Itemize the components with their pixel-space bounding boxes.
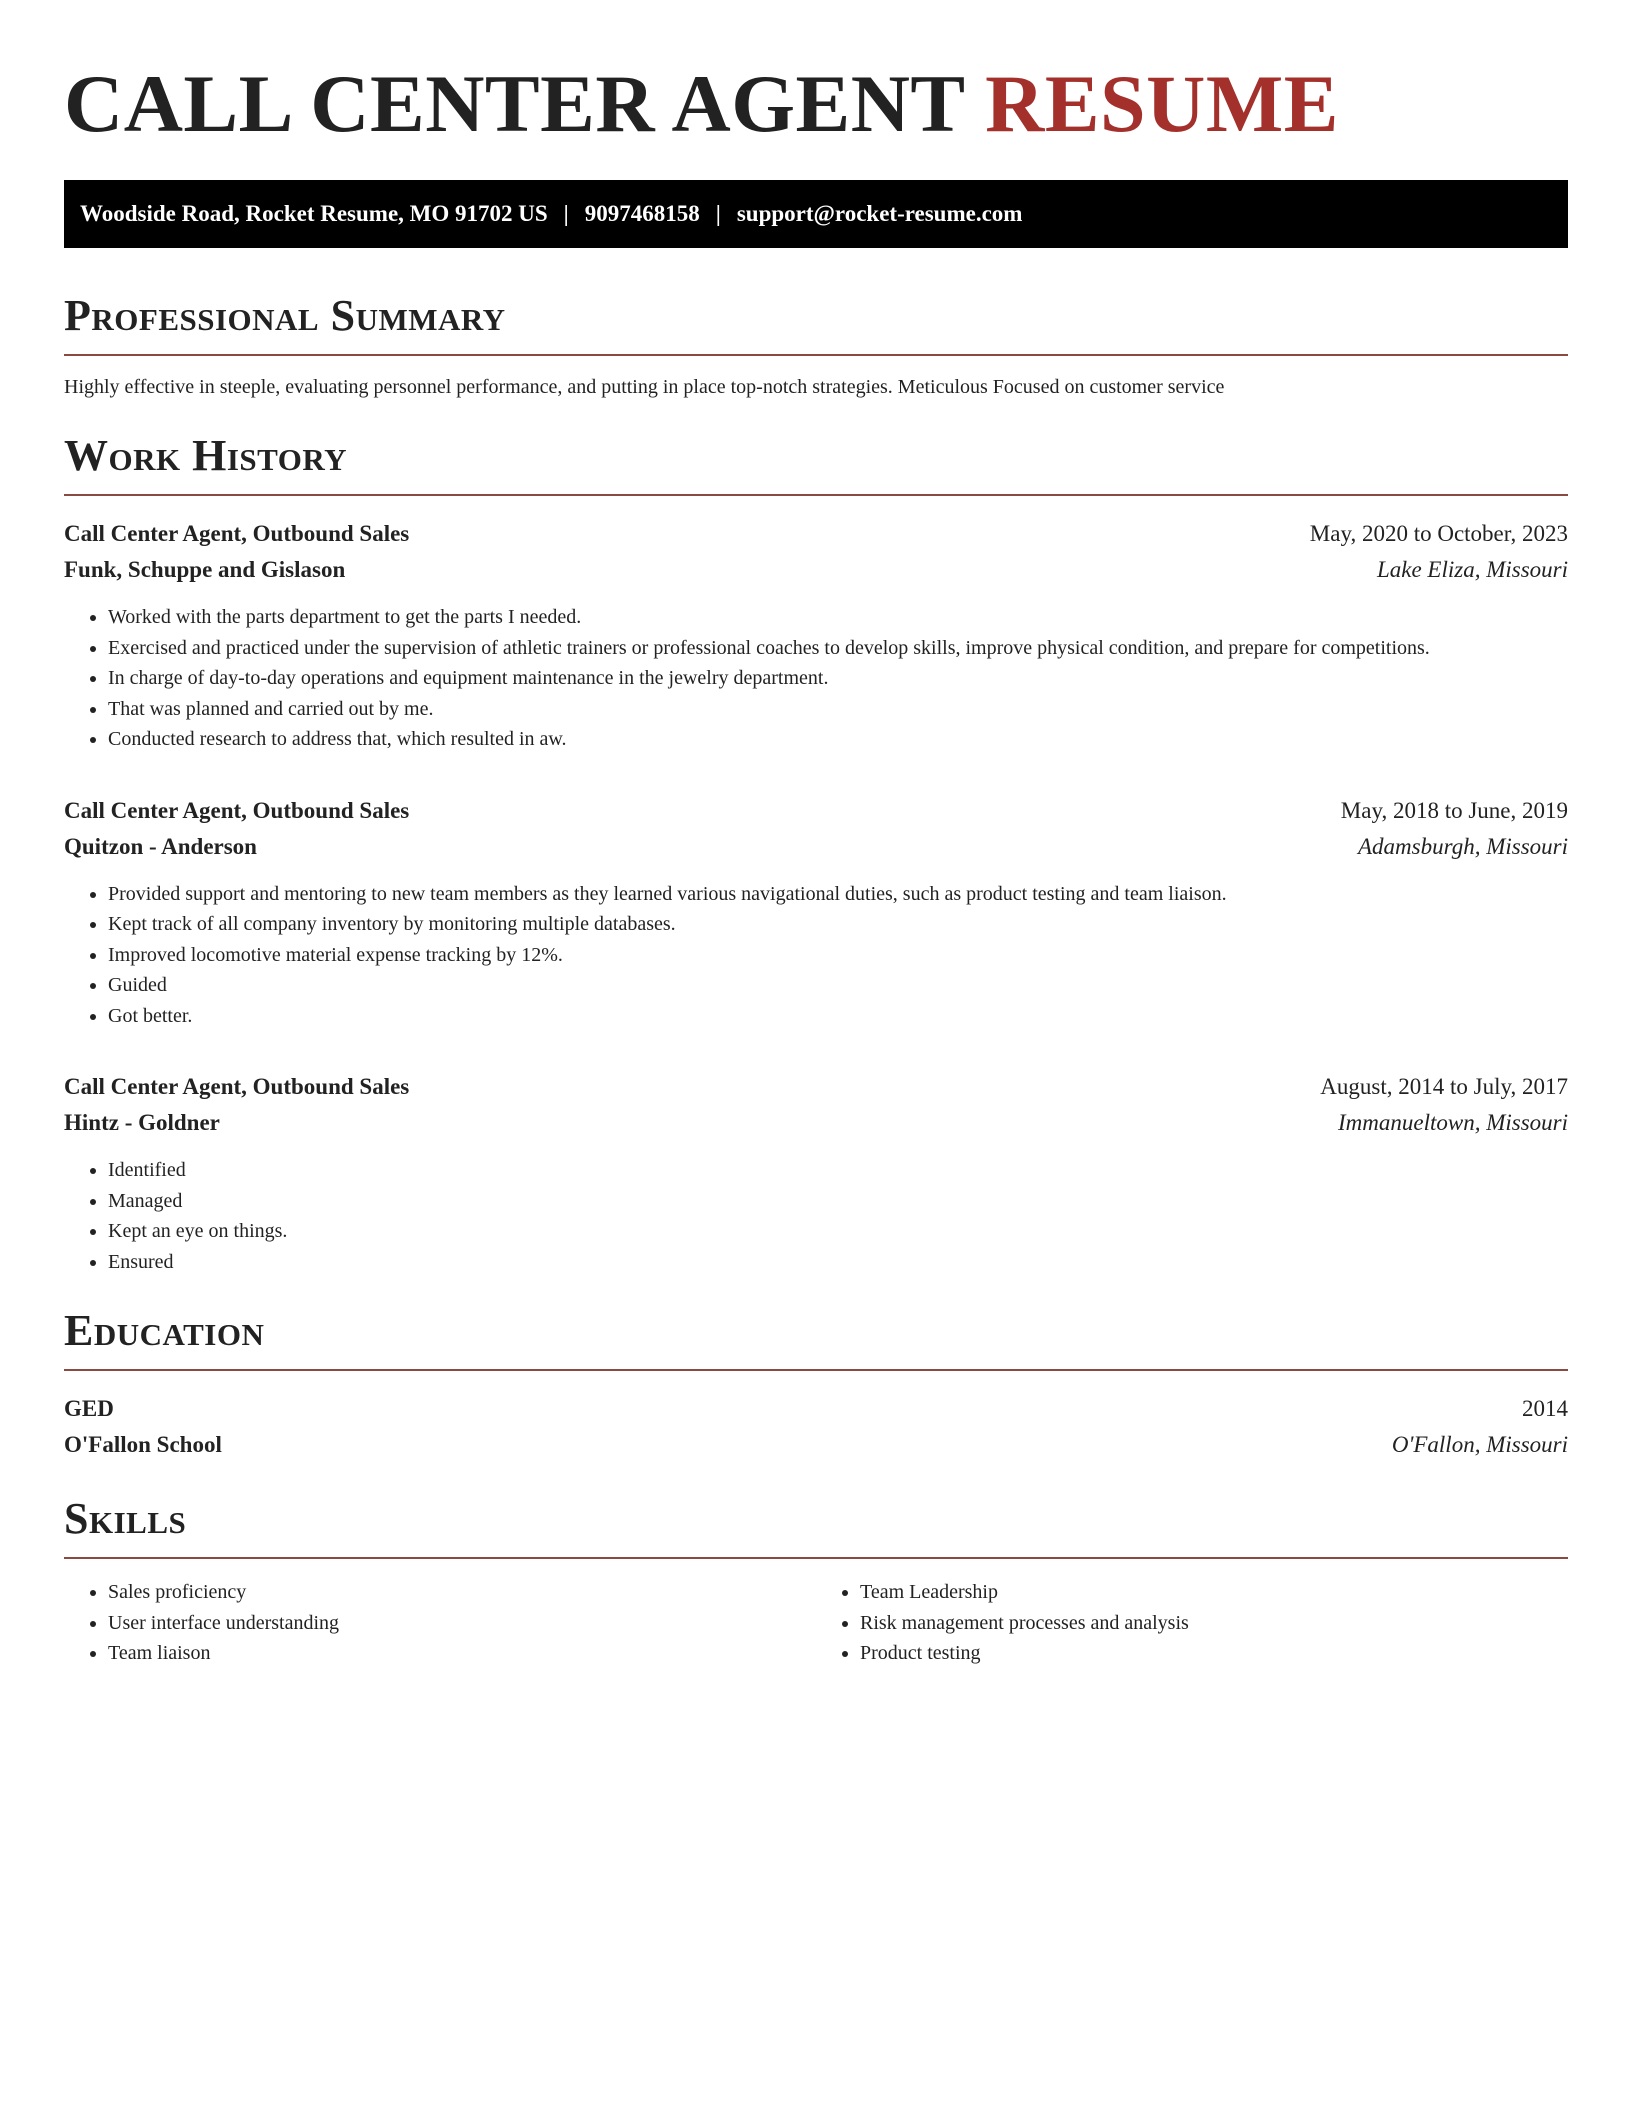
resume-title (64, 0, 1568, 150)
list-item: • Got better. (108, 1001, 1568, 1032)
list-item: • Improved locomotive material expense tracking by 12%. (108, 940, 1568, 971)
job-bullets (64, 1155, 1568, 1277)
list-item: • Provided support and mentoring to new team members as they learned various navigational duties, such as product testing and team liaison. (108, 879, 1568, 910)
job-bullets (64, 602, 1568, 755)
list-item: • Team liaison (108, 1638, 816, 1669)
job-location: Immanueltown, Missouri (1338, 1110, 1568, 1135)
list-item: • Kept an eye on things. (108, 1216, 1568, 1247)
job-company: Quitzon - Anderson (64, 833, 257, 859)
section-heading: Skills (64, 1493, 1568, 1559)
contact-phone: 9097468158 (584, 201, 700, 226)
education-school: O'Fallon School (64, 1432, 222, 1457)
job-location: Adamsburgh, Missouri (1358, 833, 1568, 859)
list-item: • Sales proficiency (108, 1577, 816, 1608)
education-location: O'Fallon, Missouri (1391, 1432, 1568, 1457)
list-item: • Exercised and practiced under the supervision of athletic trainers or professional coaches to develop skills, improve physical condition, and prepare for competitions. (108, 633, 1568, 664)
job-company: Funk, Schuppe and Gislason (64, 557, 346, 582)
list-item: • Product testing (860, 1638, 1568, 1669)
skills-section (64, 1493, 1568, 1669)
skills-list-right (816, 1577, 1568, 1669)
job-title: Call Center Agent, Outbound Sales (64, 1074, 410, 1099)
list-item: • Guided (108, 970, 1568, 1001)
list-item: • Conducted research to address that, which resulted in aw. (108, 724, 1568, 755)
job-location: Lake Eliza, Missouri (1376, 557, 1568, 582)
job-company: Hintz - Goldner (64, 1110, 220, 1135)
job-dates: May, 2018 to June, 2019 (1340, 797, 1568, 823)
job-entry (64, 516, 1568, 755)
job-entry (64, 793, 1568, 1032)
list-item: • Managed (108, 1186, 1568, 1217)
summary-text: Highly effective in steeple, evaluating personnel performance, and putting in place top-notch strategies. Meticulous Focused on customer service (64, 376, 1225, 398)
section-heading: Education (64, 1305, 1568, 1371)
contact-separator: | (715, 201, 721, 226)
contact-address: Woodside Road, Rocket Resume, MO 91702 US (80, 201, 548, 226)
skills-list-left (64, 1577, 816, 1669)
list-item: • In charge of day-to-day operations and equipment maintenance in the jewelry department. (108, 663, 1568, 694)
title-main: CALL CENTER AGENT (64, 58, 965, 149)
skills-columns (64, 1577, 1568, 1669)
job-dates: May, 2020 to October, 2023 (1309, 521, 1568, 546)
professional-summary-section (64, 290, 1568, 402)
section-heading: Work History (64, 430, 1568, 496)
list-item: • Identified (108, 1155, 1568, 1186)
education-year: 2014 (1522, 1396, 1568, 1421)
list-item: • Worked with the parts department to get the parts I needed. (108, 602, 1568, 633)
job-dates: August, 2014 to July, 2017 (1320, 1074, 1568, 1099)
list-item: • Kept track of all company inventory by monitoring multiple databases. (108, 909, 1568, 940)
education-degree: GED (64, 1396, 114, 1421)
title-accent: RESUME (985, 58, 1339, 149)
job-bullets (64, 879, 1568, 1032)
list-item: • Team Leadership (860, 1577, 1568, 1608)
education-entry (64, 1391, 1568, 1463)
job-entry (64, 1069, 1568, 1277)
contact-bar (64, 180, 1568, 248)
list-item: • Ensured (108, 1247, 1568, 1278)
education-section (64, 1305, 1568, 1463)
job-title: Call Center Agent, Outbound Sales (64, 521, 410, 546)
contact-email: support@rocket-resume.com (736, 201, 1023, 226)
job-title: Call Center Agent, Outbound Sales (64, 797, 410, 823)
list-item: • That was planned and carried out by me. (108, 694, 1568, 725)
work-history-section (64, 430, 1568, 1277)
list-item: • Risk management processes and analysis (860, 1608, 1568, 1639)
contact-separator: | (563, 201, 569, 226)
list-item: • User interface understanding (108, 1608, 816, 1639)
section-heading: Professional Summary (64, 290, 1568, 356)
